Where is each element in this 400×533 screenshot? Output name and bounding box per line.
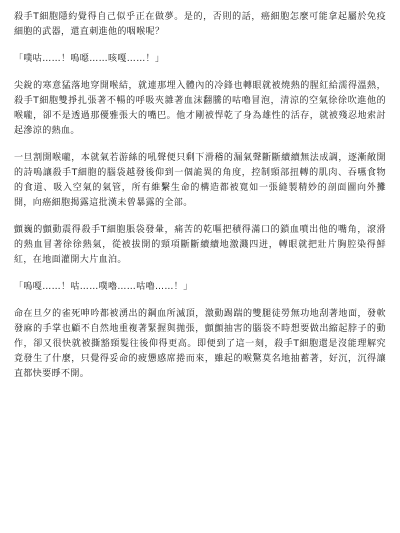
- paragraph-gap: [14, 295, 386, 307]
- paragraph-gap: [14, 67, 386, 79]
- paragraph-2: 尖銳的寒意猛落地穿開喉結，就連那埋入體內的冷鋒也轉眼就被燒熱的腥紅給濡得溫熱，殺手T細胞雙掙扎張著不暢的呼吸夾雜著血沫翻騰的咕嚕冒泡，清涼的空氣徐徐吹進他的喉嚨，卻不是透過那優雅張大的嘴巴。他才剛被悍乾了身為雄性的活存，就被殘忍地索討起滲涼的熱血。: [14, 81, 386, 136]
- paragraph-gap: [14, 211, 386, 223]
- dialogue-line-1: 「噗咕……！嗚噁……咳嘎……！」: [14, 54, 165, 64]
- paragraph-4: 顫巍的顫動震得殺手T細胞脹袋發暈，痛苦的乾嘔把積得滿口的鎖血噴出他的嘴角，滾滑的熱血冒著徐徐熱氣，從被拔開的頸項斷斷續續地激濺四迸，轉眼就把壯片胸腔染得鮮紅，在地面灌開大片血泊。: [14, 225, 386, 265]
- paragraph-gap: [14, 139, 386, 151]
- dialogue-line-2: 「嗚嘎……！咕……噗嚕……咕嚕……！」: [14, 282, 193, 292]
- paragraph-gap: [14, 40, 386, 52]
- paragraph-5: 命在旦夕的雀死呻吟都被湧出的鋼血所滅頂，激動踢踹的雙腿徒勞無功地刮著地面，發軟發麻的手掌也顧不自然地重複著緊握與拋張，顫顫抽害的腦袋不時想要做出縮起脖子的動作，卻又很快就被撕豁頸髮往後仰得更高。即便到了這一刻，殺手T細胞還是沒能理解究竟發生了什麼，只覺得妥命的疲憊感席捲而來，雖起的喉驚莫名地抽蓄著，好沉，沉得讓直都快要睜不開。: [14, 309, 386, 379]
- paragraph-3: 一旦割開喉嚨，本就氣若游絲的吼聲便只剩下滑稽的漏氣聲斷斷續續無法成調，逐漸敞開的詩嗚讓殺手T細胞的腦袋越發後仰到一個詭異的角度，控制頸部扭轉的肌肉、吞嚥食物的食道、吸入空氣的氣管，所有維繫生命的構造都被寬如一張縫製精妙的剖面圖向外攤開，向癌細胞揭露這批漢未曾暴露的全部。: [14, 153, 386, 208]
- paragraph-gap: [14, 268, 386, 280]
- document-page: [14, 10, 386, 525]
- paragraph-1: 殺手T細胞隱約覺得自己似乎正在做夢。是的，否則的話，癌細胞怎麼可能拿起屬於免疫細胞的武器，還直刺進他的咽喉呢？: [14, 12, 386, 37]
